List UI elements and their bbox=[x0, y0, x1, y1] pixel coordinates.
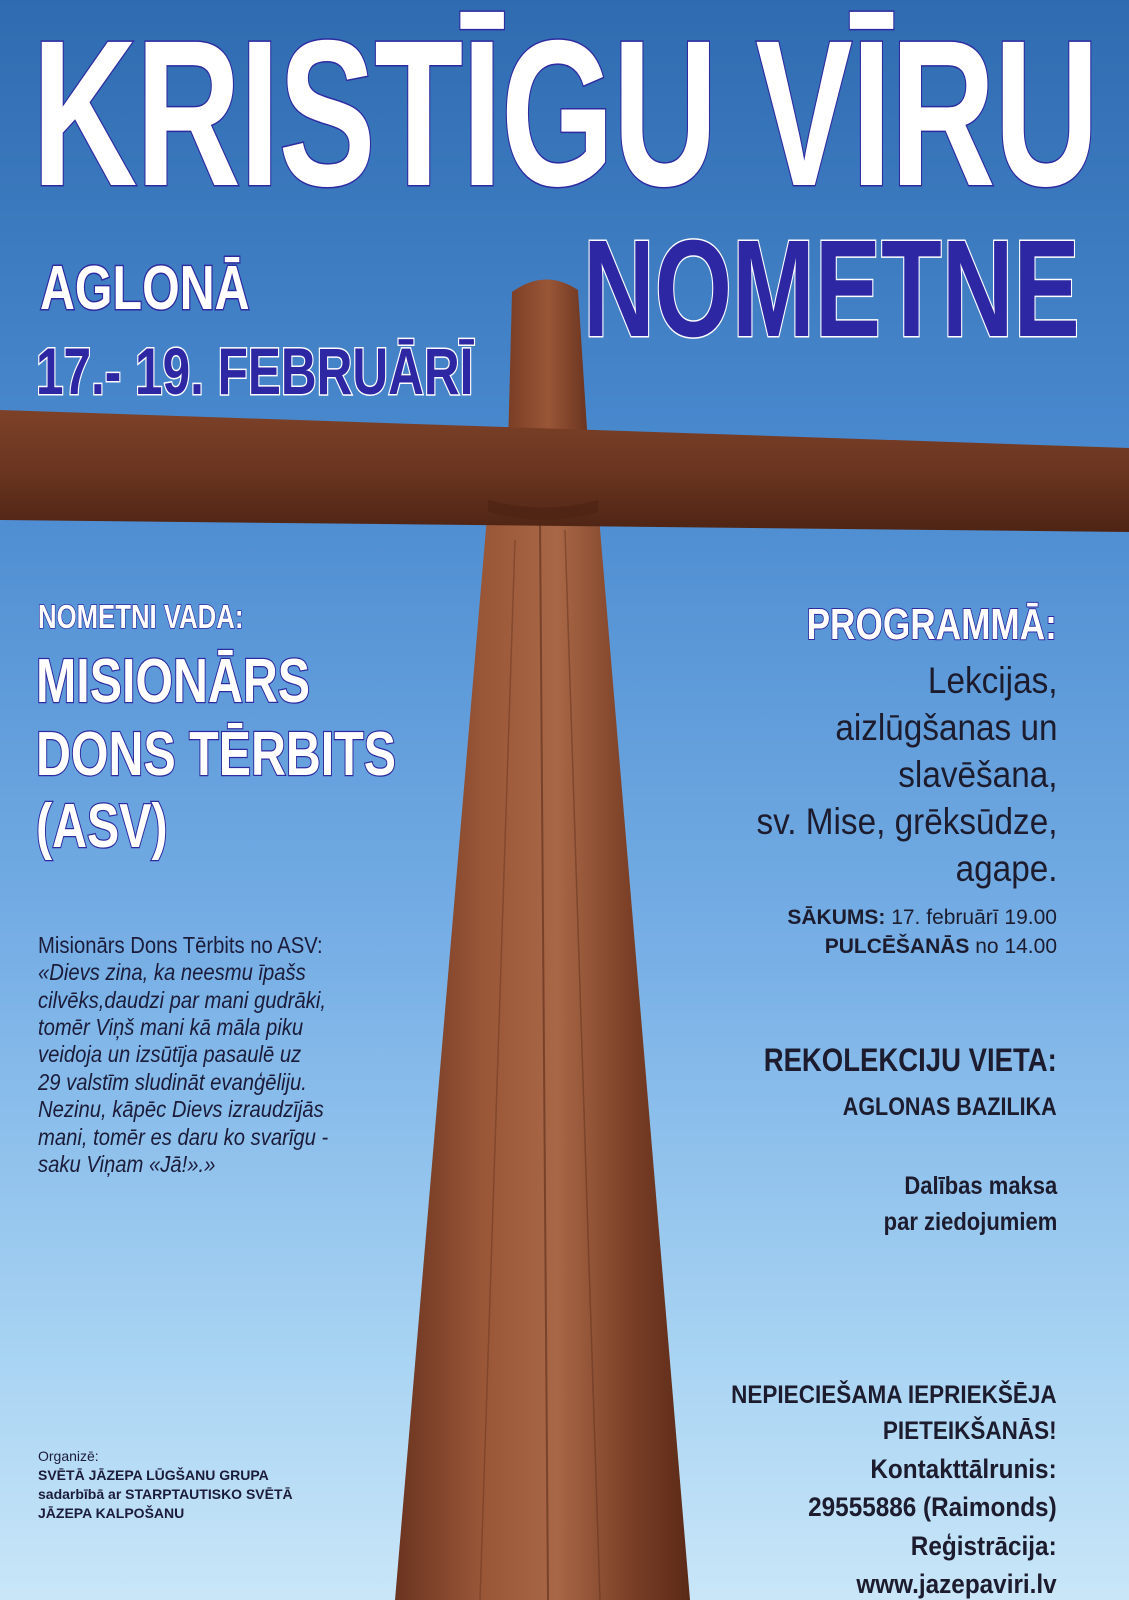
gather-label: PULCĒŠANĀS bbox=[824, 935, 970, 959]
organizer-line-3: JĀZEPA KALPOŠANU bbox=[38, 1504, 185, 1521]
quote-line: tomēr Viņš mani kā māla piku bbox=[38, 1014, 304, 1041]
fee-block bbox=[883, 1168, 1057, 1241]
quote-line: 29 valstīm sludināt evanģēliju. bbox=[38, 1068, 307, 1095]
organizer-label: Organizē: bbox=[38, 1448, 99, 1464]
gather-value: no 14.00 bbox=[975, 935, 1057, 959]
schedule-block bbox=[787, 903, 1057, 962]
program-label: PROGRAMMĀ: bbox=[806, 600, 1057, 649]
program-line: sv. Mise, grēksūdze, bbox=[755, 800, 1057, 842]
title-line-1: KRISTĪGU VĪRU bbox=[32, 0, 1098, 230]
fee-line-2: par ziedojumiem bbox=[883, 1208, 1057, 1237]
organizer-line-2: sadarbībā ar STARPTAUTISKO SVĒTĀ bbox=[38, 1485, 293, 1502]
organizer-line-1: SVĒTĀ JĀZEPA LŪGŠANU GRUPA bbox=[38, 1466, 269, 1483]
registration-line-2: PIETEIKŠANĀS! bbox=[883, 1416, 1057, 1445]
leader-name-line-3: (ASV) bbox=[36, 792, 168, 862]
program-line: slavēšana, bbox=[897, 753, 1057, 795]
quote-line: saku Viņam «Jā!».» bbox=[38, 1150, 216, 1177]
start-value: 17. februārī 19.00 bbox=[891, 906, 1057, 929]
organizer-block bbox=[38, 1447, 293, 1523]
contact-phone: 29555886 (Raimonds) bbox=[808, 1492, 1057, 1523]
program-line: aizlūgšanas un bbox=[834, 706, 1057, 748]
leader-label: NOMETNI VADA: bbox=[38, 598, 244, 635]
start-time bbox=[787, 903, 1057, 932]
event-dates: 17.- 19. FEBRUĀRĪ bbox=[36, 334, 474, 408]
program-line: Lekcijas, bbox=[927, 660, 1057, 701]
quote-block bbox=[38, 932, 364, 1178]
start-label: SĀKUMS: bbox=[787, 906, 886, 929]
leader-name bbox=[36, 646, 396, 864]
program-text bbox=[756, 658, 1057, 893]
registration-url: www.jazepaviri.lv bbox=[856, 1569, 1057, 1600]
event-place: AGLONĀ bbox=[40, 254, 250, 323]
quote-line: cilvēks,daudzi par mani gudrāki, bbox=[38, 986, 327, 1013]
fee-line-1: Dalības maksa bbox=[904, 1172, 1057, 1200]
quote-intro: Misionārs Dons Tērbits no ASV: bbox=[38, 932, 323, 958]
quote-line: «Dievs zina, ka neesmu īpašs bbox=[38, 959, 306, 986]
registration-line-1: NEPIECIEŠAMA IEPRIEKŠĒJA bbox=[731, 1381, 1057, 1409]
leader-name-line-1: MISIONĀRS bbox=[36, 647, 311, 716]
contact-label: Kontakttālrunis: bbox=[870, 1453, 1057, 1484]
registration-label: Reģistrācija: bbox=[911, 1530, 1057, 1561]
registration-block bbox=[731, 1378, 1057, 1600]
leader-name-line-2: DONS TĒRBITS bbox=[36, 719, 397, 789]
gather-time bbox=[787, 932, 1057, 961]
venue-label: REKOLEKCIJU VIETA: bbox=[763, 1042, 1057, 1078]
program-line: agape. bbox=[955, 847, 1057, 889]
venue-value: AGLONAS BAZILIKA bbox=[843, 1093, 1057, 1121]
title-line-2: NOMETNE bbox=[583, 212, 1080, 366]
quote-line: Nezinu, kāpēc Dievs izraudzījās bbox=[38, 1096, 324, 1123]
quote-line: veidoja un izsūtīja pasaulē uz bbox=[38, 1041, 302, 1068]
quote-line: mani, tomēr es daru ko svarīgu - bbox=[38, 1123, 329, 1150]
